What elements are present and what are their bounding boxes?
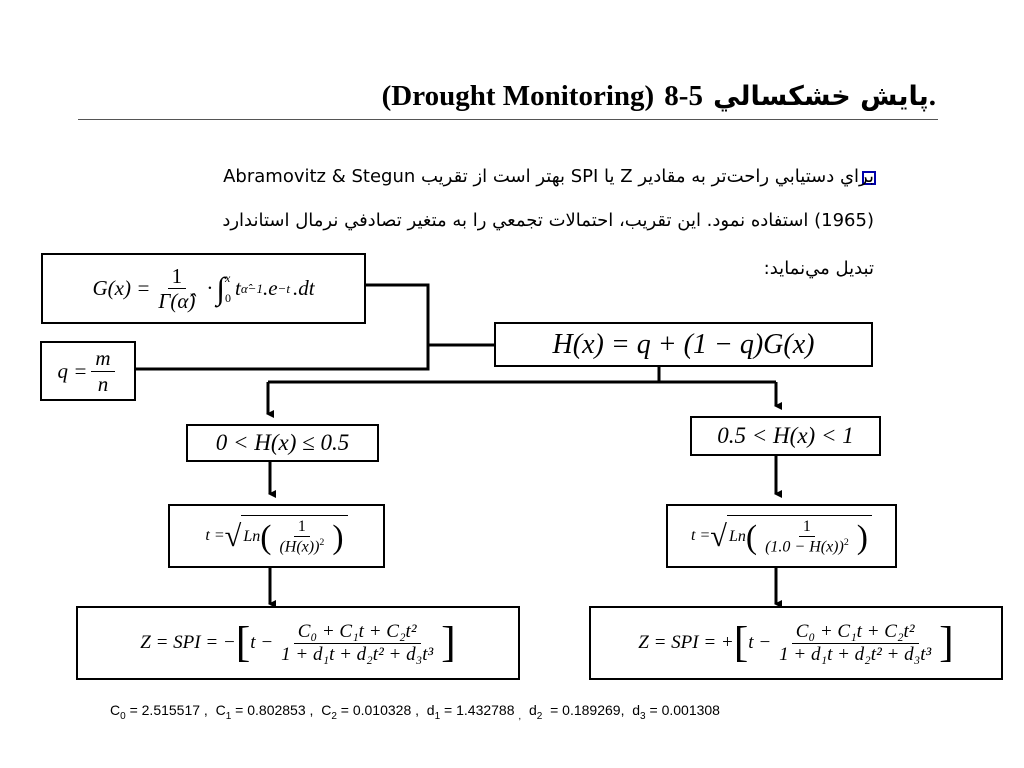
bullet-text-line-1: براي دستيابي راحت‌تر به مقادير Z يا SPI بهتر است از تقريب Abramovitz & Stegun [223, 166, 874, 187]
g-exp1: α̂−1 [240, 280, 263, 296]
z-t-minus-left: t − [250, 632, 274, 653]
coef-c1: = 0.802853 , [235, 702, 314, 718]
coef-c2: = 0.010328 , [340, 702, 420, 718]
g-fraction [154, 264, 199, 313]
g-dt: .dt [292, 276, 315, 300]
coef-d1: = 1.432788 [444, 702, 515, 718]
bullet-text-line-2: (1965) استفاده نمود. اين تقريب، احتمالات تجمعي را به متغير تصادفي نرمال استاندارد [222, 210, 874, 231]
t-fraction-left [275, 518, 328, 557]
q-lhs: q = [57, 358, 88, 383]
connector-q-to-h [136, 345, 428, 369]
t-ln-left: Ln [243, 528, 261, 546]
mixed-cdf-formula-box [494, 322, 873, 367]
t-fraction-num-right: 1 [799, 518, 815, 537]
g-exp2: −t [277, 280, 290, 296]
h-equation: H(x) = q + (1 − q)G(x) [552, 328, 815, 360]
g-int-lower: 0 [224, 290, 231, 305]
integral-icon: ∫ [216, 270, 225, 306]
q-fraction-den: n [97, 371, 109, 396]
t-den-exp-left: 2 [319, 537, 325, 549]
right-t-formula-box: t = √ Ln ( $\frac{1}{(1.0 - H(x))^2}$ ) [666, 504, 897, 568]
sqrt-icon-left: √ [224, 518, 242, 553]
z-lhs-right: Z = SPI = + [638, 632, 734, 653]
z-fraction-den-left: 1 + d₁t + d₂t² + d₃t³ [281, 643, 434, 665]
t-fraction-num-left: 1 [294, 518, 310, 537]
left-z-formula-box: Z = SPI = − [ t − $\frac{\text{C₀ + C₁t + C₂t²}}{\text{1 + d₁t + d₂t² + d₃t³}}$ ] [76, 606, 520, 680]
g-lhs: G(x) = [92, 276, 151, 300]
t-fraction-right [761, 518, 853, 557]
t-lhs-left: t = [205, 527, 225, 544]
q-fraction-num: m [91, 346, 114, 371]
z-t-minus-right: t − [748, 632, 772, 653]
g-fraction-num: 1 [168, 264, 187, 289]
g-fraction-den: Γ(α̂) [158, 289, 196, 313]
t-fraction-den-right: (1.0 − H(x)) [765, 538, 844, 556]
z-fraction-left [277, 621, 437, 666]
coef-c0: = 2.515517 , [129, 702, 208, 718]
z-fraction-num-right: C₀ + C₁t + C₂t² [792, 621, 919, 644]
t-ln-right: Ln [728, 528, 746, 546]
z-fraction-num-left: C₀ + C₁t + C₂t² [294, 621, 421, 644]
g-mid: .e [262, 276, 278, 300]
coef-d2: = 0.189269, [550, 702, 625, 718]
left-condition-box [186, 424, 379, 462]
left-t-formula-box: t = √ Ln ( $\frac{1}{(H(x))^2}$ ) [168, 504, 385, 568]
z-fraction-right [775, 621, 935, 666]
g-int-upper: x [224, 271, 231, 286]
title-english: (Drought Monitoring) [381, 80, 655, 112]
z-lhs-left: Z = SPI = − [140, 632, 236, 653]
right-condition: 0.5 < H(x) < 1 [717, 423, 854, 448]
coef-d3: = 0.001308 [649, 702, 720, 718]
coefficient-list: $C_0 = 2.515517$ , $C_1 = 0.802853$ , $C_2 = 0.010328$ , $d_1 = 1.432788$ $_,$ $d_2 = 0.189269$, $d_3 = 0.001308$ [110, 702, 720, 722]
q-formula-box [40, 341, 136, 401]
right-condition-box [690, 416, 881, 456]
t-fraction-den-left: (H(x)) [279, 538, 320, 556]
bullet-text-line-3: تبديل مي‌نمايد: [763, 258, 874, 279]
g-integrand: t [234, 276, 241, 300]
right-z-formula-box: Z = SPI = + [ t − $\frac{\text{C₀ + C₁t + C₂t²}}{\text{1 + d₁t + d₂t² + d₃t³}}$ ] [589, 606, 1003, 680]
sqrt-icon-right: √ [710, 518, 727, 553]
title-number: 5-8. [664, 80, 936, 112]
t-den-exp-right: 2 [843, 537, 849, 549]
connector-g-to-h [366, 285, 494, 345]
z-fraction-den-right: 1 + d₁t + d₂t² + d₃t³ [779, 643, 932, 665]
coef-sep: , [518, 710, 522, 722]
gamma-cdf-formula-box: G(x) = $\frac{1}{\Gamma(\alphâ)}$ · ∫ x 0 t α̂−1 .e −t .dt [41, 253, 366, 324]
title-persian: پايش خشكسالي [713, 81, 929, 112]
t-lhs-right: t = [691, 527, 711, 544]
left-condition: 0 < H(x) ≤ 0.5 [215, 430, 350, 455]
q-fraction [91, 346, 114, 395]
